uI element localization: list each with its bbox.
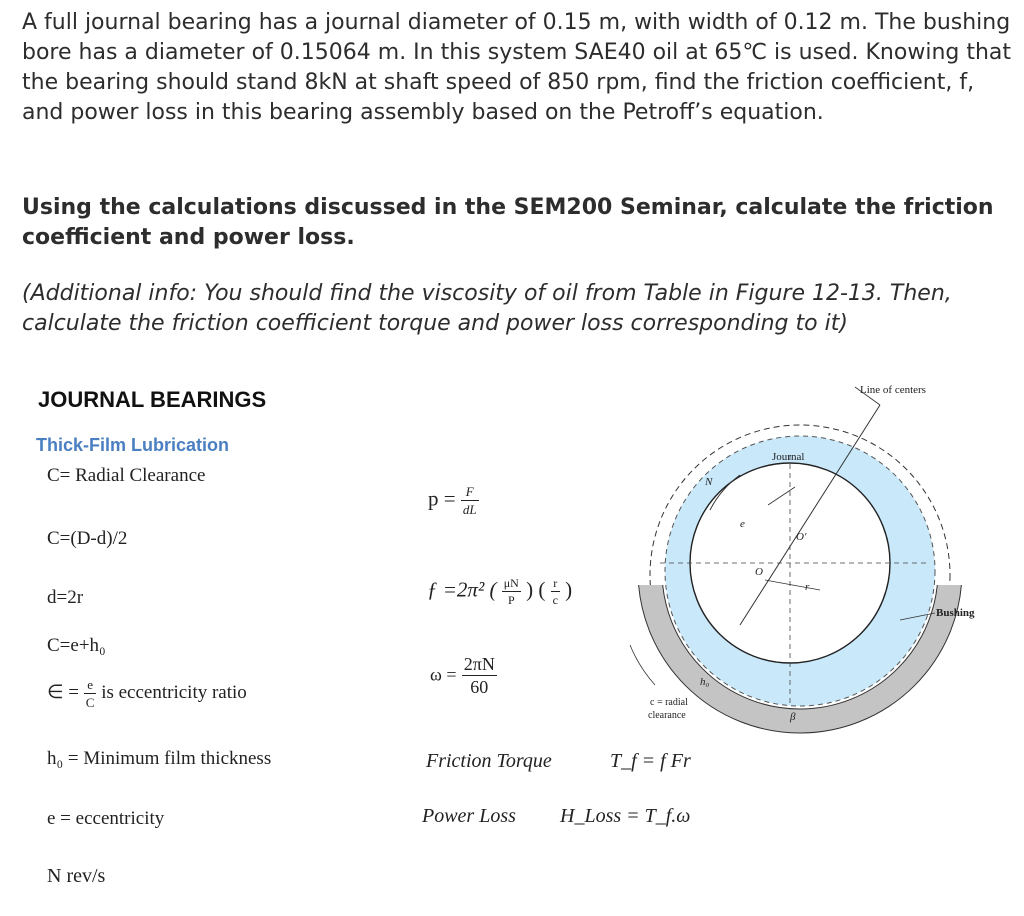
- label-h0: h₀: [700, 676, 710, 688]
- power-loss-formula: H_Loss = T_f.ω: [560, 805, 691, 827]
- eps-prefix: ∈ =: [47, 681, 80, 703]
- friction-torque-label: Friction Torque: [426, 750, 552, 772]
- label-n: N: [705, 476, 713, 488]
- p-den: dL: [462, 502, 477, 517]
- question-text: A full journal bearing has a journal diameter of 0.15 m, with width of 0.12 m. The bushing bore has a diameter of 0.15064 m. In this system SAE40 oil at 65℃ is used. Knowing that the bearing should stand 8kN at shaft speed of 850 rpm, find the friction coefficient, f, and power loss in this bearing assembly based on the Petroff’s equation.: [22, 10, 1012, 125]
- f-r-num: r: [551, 577, 560, 592]
- p-fraction: [461, 485, 479, 516]
- omega-den: 60: [470, 677, 489, 697]
- question-additional-info: (Additional info: You should find the viscosity of oil from Table in Figure 12-13. Then, calculate the friction coefficient torque and power loss corresponding to it): [22, 281, 952, 336]
- f-mu-num: μN: [503, 576, 519, 590]
- label-bushing: Bushing: [936, 607, 975, 619]
- def-clearance-formula: C=(D-d)/2: [47, 528, 128, 549]
- label-o: O: [755, 566, 763, 578]
- omega-num: 2πN: [463, 654, 495, 674]
- label-clearance: clearance: [648, 710, 686, 721]
- journal-bearing-diagram: [600, 375, 1020, 735]
- clearance-arc: [630, 645, 655, 685]
- f-r-fraction: [551, 577, 560, 606]
- def-eccentricity: e = eccentricity: [47, 808, 165, 829]
- f-mid: ) (: [526, 577, 546, 602]
- sheet-heading: JOURNAL BEARINGS: [38, 387, 267, 412]
- sheet-subheading: Thick-Film Lubrication: [36, 435, 230, 455]
- f-r-den: c: [552, 593, 558, 607]
- eps-den: C: [85, 695, 95, 710]
- eps-suffix: is eccentricity ratio: [101, 681, 247, 703]
- p-lhs: p =: [428, 486, 456, 511]
- label-journal: Journal: [772, 451, 805, 463]
- formula-pressure: [428, 485, 479, 516]
- def-radial-clearance: C= Radial Clearance: [47, 465, 206, 486]
- p-num: F: [461, 485, 479, 501]
- f-mu-fraction: [502, 577, 521, 606]
- formula-petroff: [427, 577, 572, 606]
- omega-lhs: ω =: [430, 664, 457, 685]
- question-instruction: Using the calculations discussed in the SEM200 Seminar, calculate the friction coefficient and power loss.: [22, 195, 994, 250]
- label-c-radial: c = radial: [650, 697, 688, 708]
- f-mu-den: P: [507, 593, 515, 607]
- def-rev: N rev/s: [47, 865, 106, 887]
- label-e: e: [740, 518, 745, 530]
- friction-torque-formula: T_f = f Fr: [610, 750, 691, 772]
- eps-num: e: [84, 678, 97, 694]
- def-min-film: h₀ = Minimum film thickness: [47, 748, 272, 769]
- def-diameter: d=2r: [47, 587, 84, 608]
- label-o-prime: O′: [796, 531, 807, 543]
- omega-fraction: [462, 655, 497, 696]
- power-loss-label: Power Loss: [422, 805, 516, 827]
- f-lhs: ƒ =2π² (: [427, 577, 497, 602]
- label-line-of-centers: Line of centers: [860, 384, 926, 396]
- label-r: r: [805, 581, 810, 593]
- label-beta: β: [790, 711, 796, 723]
- def-c-sum: C=e+h₀: [47, 635, 106, 656]
- eps-fraction: [84, 678, 97, 709]
- formula-sheet: [0, 365, 1024, 916]
- def-eccentricity-ratio: [47, 678, 247, 709]
- f-end: ): [565, 577, 573, 602]
- formula-omega: [430, 655, 497, 696]
